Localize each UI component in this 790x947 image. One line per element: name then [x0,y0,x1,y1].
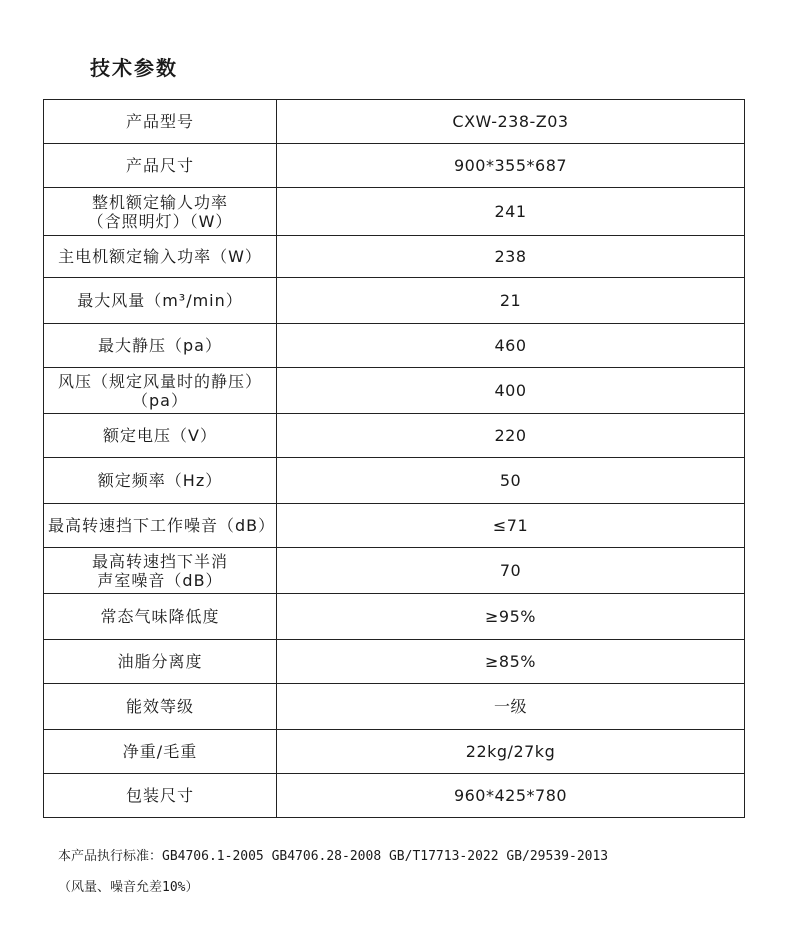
spec-row [44,458,745,504]
spec-row [44,278,745,324]
standards-note: 本产品执行标准：GB4706.1-2005 GB4706.28-2008 GB/T17713-2022 GB/29539-2013 [58,849,609,864]
spec-label: 产品型号 [44,100,277,144]
spec-label: 常态气味降低度 [44,594,277,640]
spec-row [44,144,745,188]
spec-value: ≤71 [277,504,745,548]
spec-value: 50 [277,458,745,504]
spec-label: 产品尺寸 [44,144,277,188]
spec-row [44,368,745,414]
spec-value: 241 [277,188,745,236]
spec-value: 220 [277,414,745,458]
spec-row [44,188,745,236]
spec-value: 238 [277,236,745,278]
spec-value: CXW-238-Z03 [277,100,745,144]
spec-value: 21 [277,278,745,324]
page-title: 技术参数 [90,56,178,80]
spec-row [44,236,745,278]
spec-label: 油脂分离度 [44,640,277,684]
spec-row [44,100,745,144]
spec-row [44,324,745,368]
spec-label: 主电机额定输入功率（W） [44,236,277,278]
spec-value: 960*425*780 [277,774,745,818]
spec-row [44,594,745,640]
spec-row [44,504,745,548]
spec-value: ≥95% [277,594,745,640]
spec-value: 400 [277,368,745,414]
spec-value: 70 [277,548,745,594]
spec-label: 整机额定输人功率 （含照明灯）（W） [44,188,277,236]
spec-row [44,730,745,774]
spec-row [44,684,745,730]
spec-label: 风压（规定风量时的静压） （pa） [44,368,277,414]
spec-label: 最高转速挡下半消 声室噪音（dB） [44,548,277,594]
spec-value: 一级 [277,684,745,730]
spec-label: 净重/毛重 [44,730,277,774]
tolerance-note: （风量、噪音允差10%） [58,880,199,895]
spec-label: 额定电压（V） [44,414,277,458]
spec-table [43,99,745,818]
spec-label: 最大风量（m³/min） [44,278,277,324]
spec-table-body [44,100,745,818]
spec-value: 22kg/27kg [277,730,745,774]
spec-row [44,414,745,458]
spec-value: 900*355*687 [277,144,745,188]
spec-label: 最大静压（pa） [44,324,277,368]
spec-row [44,774,745,818]
spec-value: 460 [277,324,745,368]
spec-row [44,548,745,594]
spec-label: 包装尺寸 [44,774,277,818]
spec-label: 能效等级 [44,684,277,730]
spec-label: 最高转速挡下工作噪音（dB） [44,504,277,548]
spec-row [44,640,745,684]
spec-label: 额定频率（Hz） [44,458,277,504]
spec-value: ≥85% [277,640,745,684]
